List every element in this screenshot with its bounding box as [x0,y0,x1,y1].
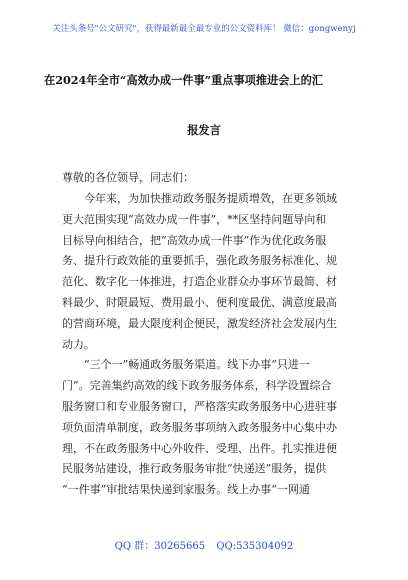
header-banner: 关注头条号"公文研究"，获得最新最全最专业的公文资料库！ 微信：gongwenyj [52,23,356,33]
footer-qq-group: QQ 群：30265665 [114,541,206,552]
footer-qq-contact: QQ:535304092 [216,541,294,552]
body-line: 服务窗口和专业服务窗口，严格落实政务服务中心进驻事 [62,399,337,413]
body-line: 料最少、时限最短、费用最小、便利度最优、满意度最高 [62,295,337,309]
body-line: 今年来，为加快推动政务服务提质增效，在更多领域 [84,192,337,205]
footer-banner [0,537,408,552]
body-line: 门”。完善集约高效的线下政务服务体系，科学设置综合 [62,379,332,393]
salutation [62,168,348,189]
body-line: 民服务站建设，推行政务服务审批“快递送”服务，提供 [62,462,327,476]
body-line: “三个一”畅通政务服务渠道。线下办事“只进一 [84,358,310,372]
body-line: 理，不在政务服务中心外收件、受理、出件。扎实推进便 [62,441,337,455]
document-body [62,189,348,501]
body-line: 项负面清单制度，政务服务事项纳入政务服务中心集中办 [62,420,337,434]
body-line: 的营商环境，最大限度利企便民，激发经济社会发展内生 [62,316,337,330]
document-title-line-2: 报发言 [187,123,221,137]
body-line: 目标导向相结合，把“高效办成一件事”作为优化政务服 [62,233,327,247]
body-line: 务、提升行政效能的重要抓手，强化政务服务标准化、规 [62,254,337,268]
body-line: 范化、数字化一体推进，打造企业群众办事环节最简、材 [62,275,337,289]
body-line: “一件事”审批结果快递到家服务。线上办事“一网通 [62,483,310,497]
document-title-line-1: 在2024年全市“高效办成一件事”重点事项推进会上的汇 [44,73,323,87]
body-line: 更大范围实现“高效办成一件事”，**区坚持问题导向和 [62,212,327,226]
body-line: 动力。 [62,337,95,351]
salutation-text: 尊敬的各位领导，同志们： [62,171,194,184]
